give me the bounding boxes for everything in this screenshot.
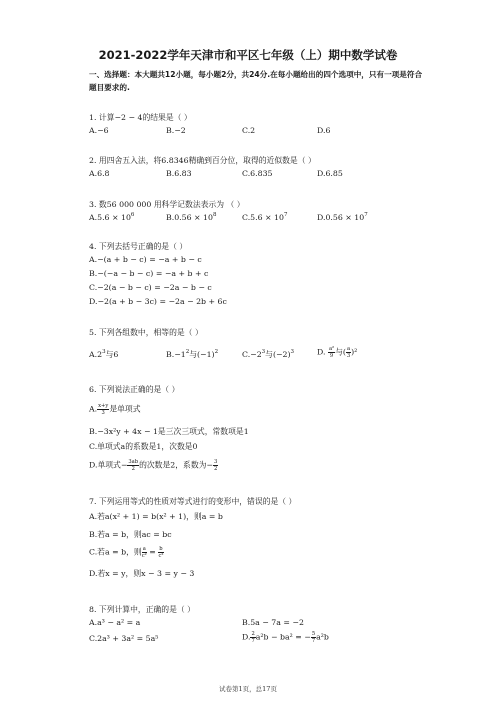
fraction: $\frac{a}{3}$ [346, 346, 351, 359]
question-5-option-b: $B.-1^2$与$(-1)^2$ [166, 349, 219, 359]
question-2-option-b: B.6.83 [166, 169, 192, 178]
question-3-option-a: $A.5.6 \times 10^6$ [89, 212, 135, 222]
section-instructions: 一、选择题：本大题共12小题，每小题2分，共24分.在每小题给出的四个选项中，只有一项是符合题目要求的. [89, 70, 423, 92]
question-2-option-d: D.6.85 [317, 169, 343, 178]
question-7-option-a: A.若a(x² + 1) = b(x² + 1)，则a = b [89, 512, 223, 521]
page-title: 2021-2022学年天津市和平区七年级（上）期中数学试卷 [98, 48, 398, 62]
question-6-option-a: A. $\frac{x+y}{3}$ 是单项式 [89, 403, 141, 416]
question-8-option-d: D. $\frac{2}{7}$ a²b − ba² = − $\frac{5}{7}$ a²b [242, 631, 329, 644]
question-3-option-b: $B.0.56 \times 10^8$ [166, 212, 217, 222]
fraction: $\frac{\text{a²}}{9}$ [328, 346, 335, 359]
fraction: $\frac{x+y}{3}$ [98, 403, 109, 416]
question-7-option-d: D.若x = y，则x − 3 = y − 3 [89, 569, 195, 578]
question-3-option-d: $D.0.56 \times 10^7$ [317, 212, 368, 222]
question-6-option-b: B.−3x²y + 4x − 1是三次三项式，常数项是1 [89, 427, 249, 436]
fraction: $\frac{a}{\text{c²}}$ [141, 546, 147, 559]
question-8-stem: 8. 下列计算中，正确的是（ ） [89, 605, 195, 614]
fraction: $\frac{3ab}{2}$ [128, 459, 139, 472]
question-7-option-b: B.若a = b，则ac = bc [89, 530, 172, 539]
question-1-option-b: B.−2 [166, 126, 186, 135]
fraction: $\frac{3}{2}$ [213, 459, 218, 472]
question-6-option-d: D.单项式− $\frac{3ab}{2}$ 的次数是2，系数为− $\frac{3}{2}$ [89, 459, 218, 472]
question-7-option-c: C.若a = b，则 $\frac{a}{\text{c²}}$ = $\frac{b}{\text{c²}}$ [89, 546, 164, 559]
question-2-stem: 2. 用四舍五入法，将6.8346精确到百分位，取得的近似数是（ ） [89, 156, 316, 165]
question-8-option-b: B.5a − 7a = −2 [242, 618, 304, 627]
question-1-option-a: A.−6 [89, 126, 109, 135]
question-5-option-c: $C.-2^3$与$(-2)^3$ [242, 349, 295, 359]
question-6-option-c: C.单项式a的系数是1，次数是0 [89, 442, 198, 451]
question-4-option-d: D.−2(a + b − 3c) = −2a − 2b + 6c [89, 297, 227, 306]
question-4-option-c: C.−2(a − b − c) = −2a − b − c [89, 283, 212, 292]
question-6-stem: 6. 下列说法正确的是（ ） [89, 385, 180, 394]
fraction: $\frac{b}{\text{c²}}$ [158, 546, 164, 559]
question-5-option-a: $A.2^3$与6 [89, 349, 119, 359]
question-5-stem: 5. 下列各组数中，相等的是（ ） [89, 328, 203, 337]
question-4-option-b: B.−(−a − b − c) = −a + b + c [89, 269, 209, 278]
question-8-option-c: C.2a³ + 3a² = 5a⁵ [89, 634, 159, 643]
question-1-stem: 1. 计算−2 − 4的结果是（ ） [89, 113, 192, 122]
question-4-stem: 4. 下列去括号正确的是（ ） [89, 242, 188, 251]
question-3-option-c: $C.5.6 \times 10^7$ [242, 212, 288, 222]
question-1-option-d: D.6 [317, 126, 331, 135]
question-7-stem: 7. 下列运用等式的性质对等式进行的变形中，错误的是（ ） [89, 497, 297, 506]
question-5-option-d: D. $\frac{\text{a²}}{9}$ 与( $\frac{a}{3}$ )² [317, 346, 358, 359]
fraction: $\frac{2}{7}$ [251, 631, 255, 644]
question-4-option-a: A.−(a + b − c) = −a + b − c [89, 255, 202, 264]
page-footer: 试卷第1页，总17页 [219, 685, 277, 693]
question-2-option-c: C.6.835 [242, 169, 273, 178]
fraction: $\frac{5}{7}$ [311, 631, 316, 644]
question-1-option-c: C.2 [242, 126, 256, 135]
question-2-option-a: A.6.8 [89, 169, 110, 178]
question-8-option-a: A.a³ − a² = a [89, 618, 141, 627]
question-3-stem: 3. 数56 000 000 用科学记数法表示为 （ ） [89, 200, 245, 209]
